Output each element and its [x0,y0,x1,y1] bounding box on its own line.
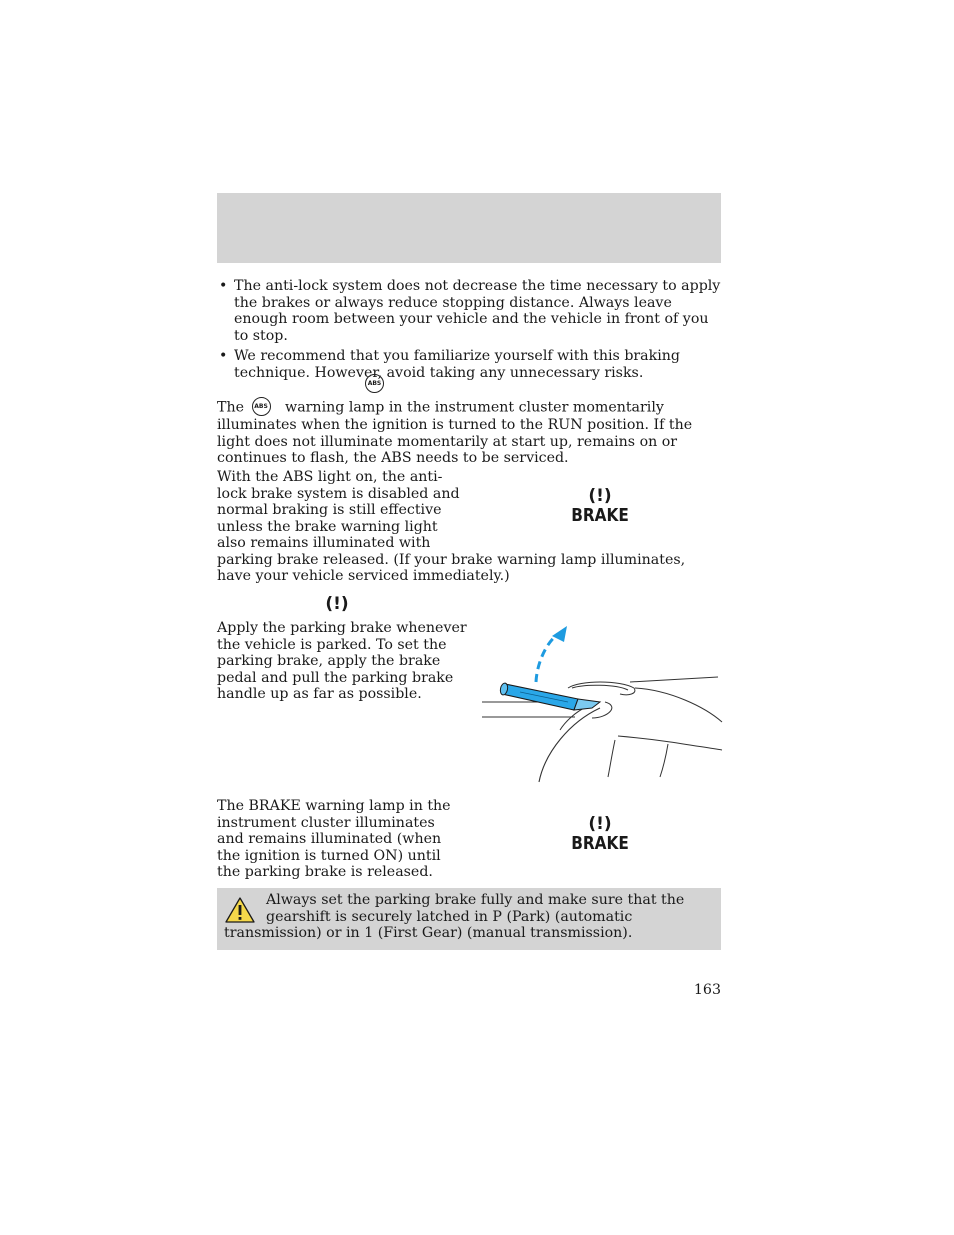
warning-triangle-icon [224,896,256,924]
brake-lamp-symbol-2 [560,814,640,854]
abs-para-text: warning lamp in the instrument cluster momentarily illuminates when the ignition is turned to the RUN position. If the light does not illuminate momentarily at start up, remains on or continues to flash, the ABS needs to be serviced. [217,399,693,466]
abs-inline-icon: ABS [252,397,271,416]
parking-text: Apply the parking brake whenever the vehicle is parked. To set the parking brake, apply the brake pedal and pull the parking brake handle up as far as possible. [217,620,467,702]
brake-exclamation-icon: (!) [588,814,612,834]
brake-word: BRAKE [571,505,629,526]
brake-warning-paragraph [217,798,463,881]
parking-brake-handle [502,684,578,710]
abs-light-paragraph [217,469,721,585]
abs-warning-icon: ABS [365,374,384,393]
brake-lamp-symbol-1 [560,486,640,526]
page-number: 163 [693,982,721,998]
parking-paragraph [217,620,475,703]
header-band [217,193,721,263]
parking-brake-illustration [480,622,724,784]
abs-heading-icon-wrap [365,374,384,393]
list-item: • The anti-lock system does not decrease the time necessary to apply the brakes or always reduce stopping distance. Always leave enough room between your vehicle and the vehicle in front of you to stop. [217,278,721,344]
list-item: • We recommend that you familiarize yourself with this braking technique. However, avoid taking any unnecessary risks. [217,348,721,381]
brake-word: BRAKE [571,833,629,854]
abs-para-prefix: The [217,399,244,416]
abs-light-text: With the ABS light on, the anti-lock brake system is disabled and normal braking is still effective unless the brake warning light also remains illuminated with parking brake released. (If your brake warning lamp illuminates, have your vehicle serviced immediately.) [217,469,686,584]
warning-box [217,888,721,950]
pull-arrow-path [536,634,558,682]
brake-exclamation-icon: (!) [325,594,349,614]
warning-text: Always set the parking brake fully and make sure that the gearshift is securely latched in P (Park) (automatic transmission) or in 1 (First Gear) (manual transmission). [224,892,685,941]
brake-warning-text: The BRAKE warning lamp in the instrument cluster illuminates and remains illuminated (when the ignition is turned ON) until the parking brake is released. [217,798,451,880]
arrow-head-icon [552,626,567,642]
parking-brake-heading-icon-wrap [317,594,357,614]
bullet-list [217,278,721,385]
brake-exclamation-icon: (!) [588,486,612,506]
abs-paragraph [217,398,725,467]
